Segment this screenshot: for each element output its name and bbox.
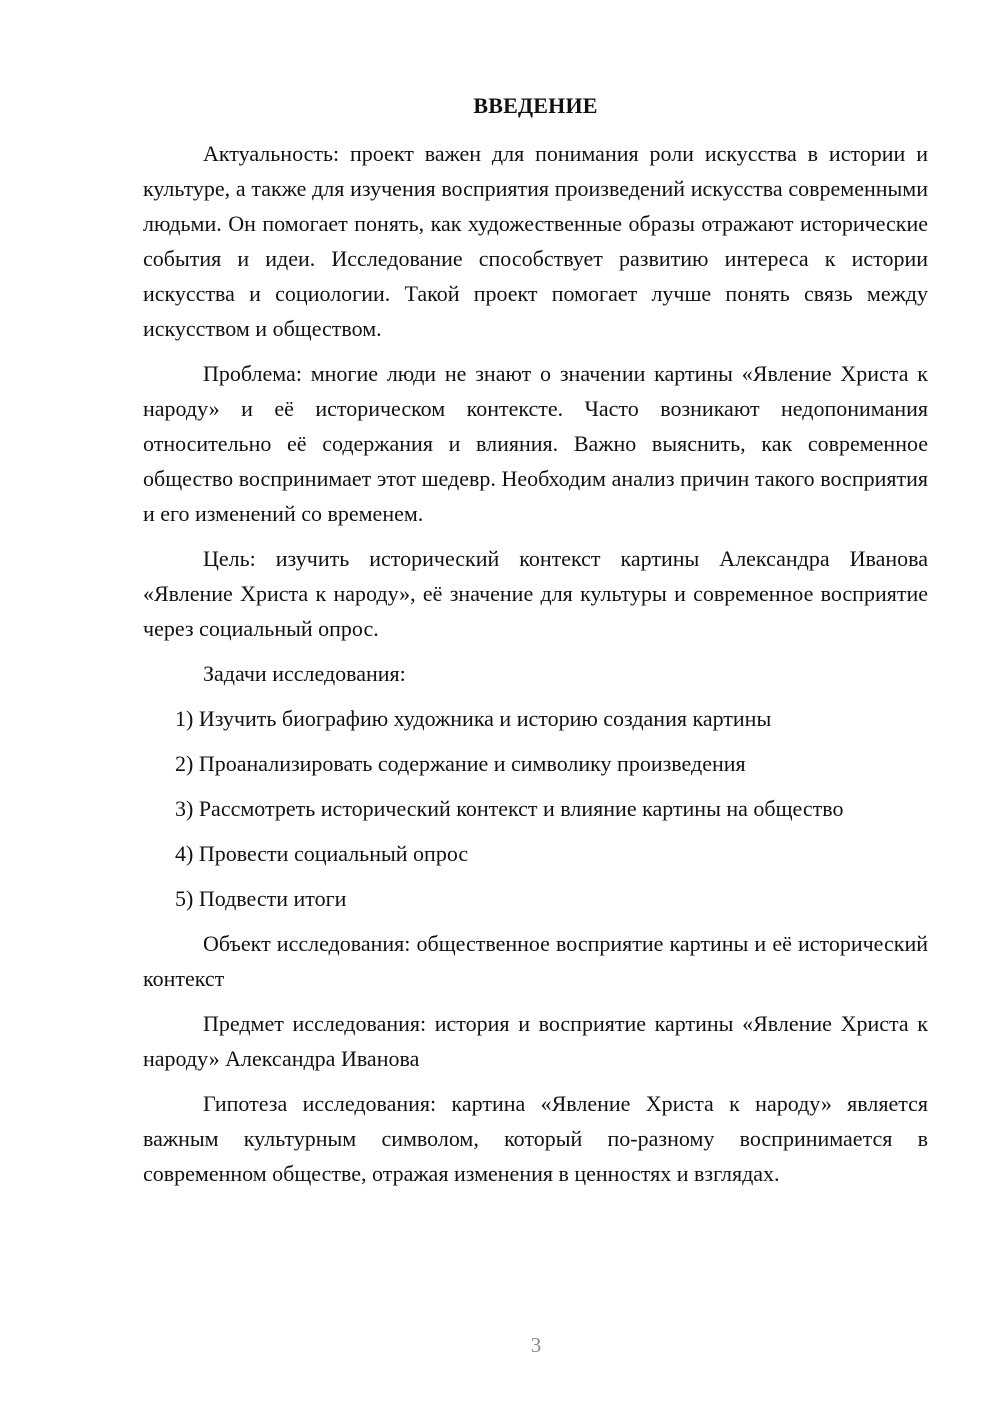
subject-paragraph: Предмет исследования: история и восприятие картины «Явление Христа к народу» Александра Иванова: [143, 1011, 928, 1071]
goal-paragraph: Цель: изучить исторический контекст картины Александра Иванова «Явление Христа к народу», её значение для культуры и современное восприятие через социальный опрос.: [143, 546, 928, 641]
page-number: 3: [530, 1333, 542, 1357]
problem-paragraph: Проблема: многие люди не знают о значении картины «Явление Христа к народу» и её историческом контексте. Часто возникают недопонимания относительно её содержания и влияния. Важно выяснить, как современное общество воспринимает этот шедевр. Необходим анализ причин такого восприятия и его изменений со временем.: [143, 361, 928, 526]
tasks-list: [143, 701, 928, 916]
task-item: 1) Изучить биографию художника и историю создания картины: [175, 706, 772, 731]
task-item: 3) Рассмотреть исторический контекст и влияние картины на общество: [175, 796, 844, 821]
hypothesis-paragraph: Гипотеза исследования: картина «Явление Христа к народу» является важным культурным символом, который по-разному воспринимается в современном обществе, отражая изменения в ценностях и взглядах.: [143, 1091, 928, 1186]
document-page: [143, 90, 928, 1201]
task-item: 4) Провести социальный опрос: [175, 841, 469, 866]
task-item: 5) Подвести итоги: [175, 886, 347, 911]
relevance-paragraph: Актуальность: проект важен для понимания роли искусства в истории и культуре, а также для изучения восприятия произведений искусства современными людьми. Он помогает понять, как художественные образы отражают исторические события и идеи. Исследование способствует развитию интереса к истории искусства и социологии. Такой проект помогает лучше понять связь между искусством и обществом.: [143, 141, 928, 341]
tasks-label: Задачи исследования:: [203, 661, 406, 686]
section-heading: ВВЕДЕНИЕ: [473, 93, 598, 118]
object-paragraph: Объект исследования: общественное восприятие картины и её исторический контекст: [143, 931, 928, 991]
task-item: 2) Проанализировать содержание и символику произведения: [175, 751, 746, 776]
